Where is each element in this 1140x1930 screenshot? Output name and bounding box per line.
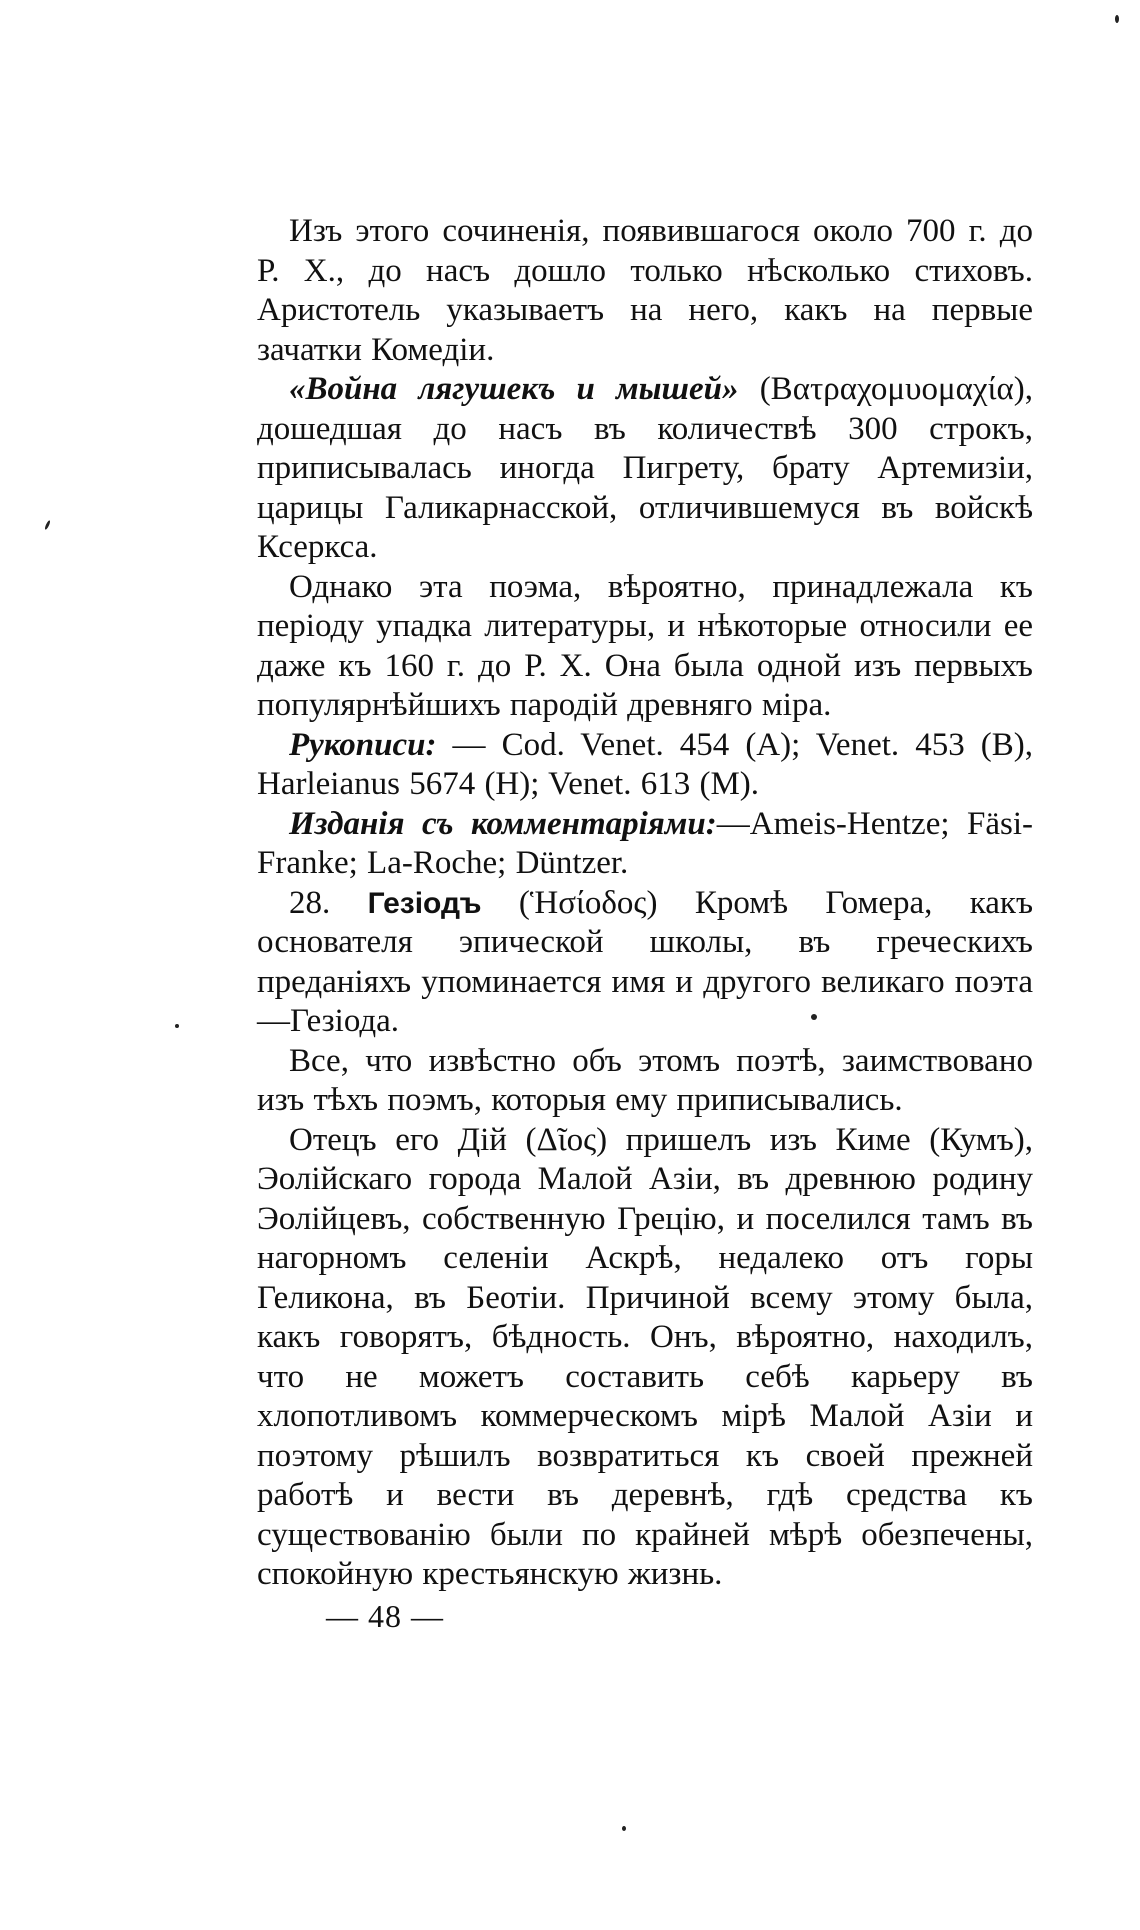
paragraph-text: (Βατραχομυομαχία), дошедшая до насъ въ количествѣ 300 строкъ, приписывалась иногда Пигрету, брату Артемизіи, царицы Галикарнасской, отличившемуся въ войскѣ Ксеркса. <box>257 371 1033 565</box>
paragraph <box>257 1042 1033 1121</box>
paragraph <box>257 1121 1033 1595</box>
paragraph <box>257 370 1033 568</box>
emphasis-text: Изданія съ комментаріями: <box>289 805 717 842</box>
paragraph-text: 28. <box>289 884 368 921</box>
page-number: — 48 — <box>326 1598 444 1634</box>
scan-speck <box>175 1024 179 1028</box>
paragraph <box>257 805 1033 884</box>
scan-speck <box>811 1014 817 1020</box>
paragraph-text: Отецъ его Дій (Δῖος) пришелъ изъ Киме (Кумъ), Эолійскаго города Малой Азіи, въ древнюю родину Эолійцевъ, собственную Грецію, и поселился тамъ въ нагорномъ селеніи Аскрѣ, недалеко отъ горы Геликона, въ Беотіи. Причиной всему этому была, какъ говорятъ, бѣдность. Онъ, вѣроятно, находилъ, что не можетъ составить себѣ карьеру въ хлопотливомъ коммерческомъ мірѣ Малой Азіи и поэтому рѣшилъ возвратиться къ своей прежней работѣ и вести въ деревнѣ, гдѣ средства къ существованію были по крайней мѣрѣ обезпечены, спокойную крестьянскую жизнь. <box>257 1121 1033 1592</box>
paragraph-text: — Cod. Venet. 454 (A); Venet. 453 (B), Harleianus 5674 (H); Venet. 613 (M). <box>257 726 1033 802</box>
scan-speck <box>1115 15 1119 23</box>
emphasis-text: «Война лягушекъ и мышей» <box>289 371 739 407</box>
paragraph <box>257 568 1033 726</box>
scan-speck <box>622 1826 626 1831</box>
body-text <box>257 212 1033 1595</box>
paragraph <box>257 726 1033 805</box>
paragraph-text: Все, что извѣстно объ этомъ поэтѣ, заимствовано изъ тѣхъ поэмъ, которыя ему приписывались. <box>257 1042 1033 1118</box>
emphasis-text: Рукописи: <box>289 726 437 763</box>
paragraph <box>257 212 1033 370</box>
paragraph <box>257 884 1033 1042</box>
section-heading: Гезіодъ <box>367 886 482 920</box>
paragraph-text: —Ameis-Hentze; Fäsi-Franke; La-Roche; Düntzer. <box>257 805 1034 881</box>
paragraph-text: Однако эта поэма, вѣроятно, принадлежала къ періоду упадка литературы, и нѣкоторые относили ее даже къ 160 г. до Р. Х. Она была одной изъ первыхъ популярнѣйшихъ пародій древняго міра. <box>257 568 1033 723</box>
paragraph-text: (Ἡσίοδος) Кромѣ Гомера, какъ основателя эпической школы, въ греческихъ преданіяхъ упоминается имя и другого великаго поэта—Гезіода. <box>257 884 1034 1039</box>
scan-speck <box>44 520 51 530</box>
paragraph-text: Изъ этого сочиненія, появившагося около 700 г. до Р. Х., до насъ дошло только нѣсколько стиховъ. Аристотель указываетъ на него, какъ на первые зачатки Комедіи. <box>257 213 1033 368</box>
